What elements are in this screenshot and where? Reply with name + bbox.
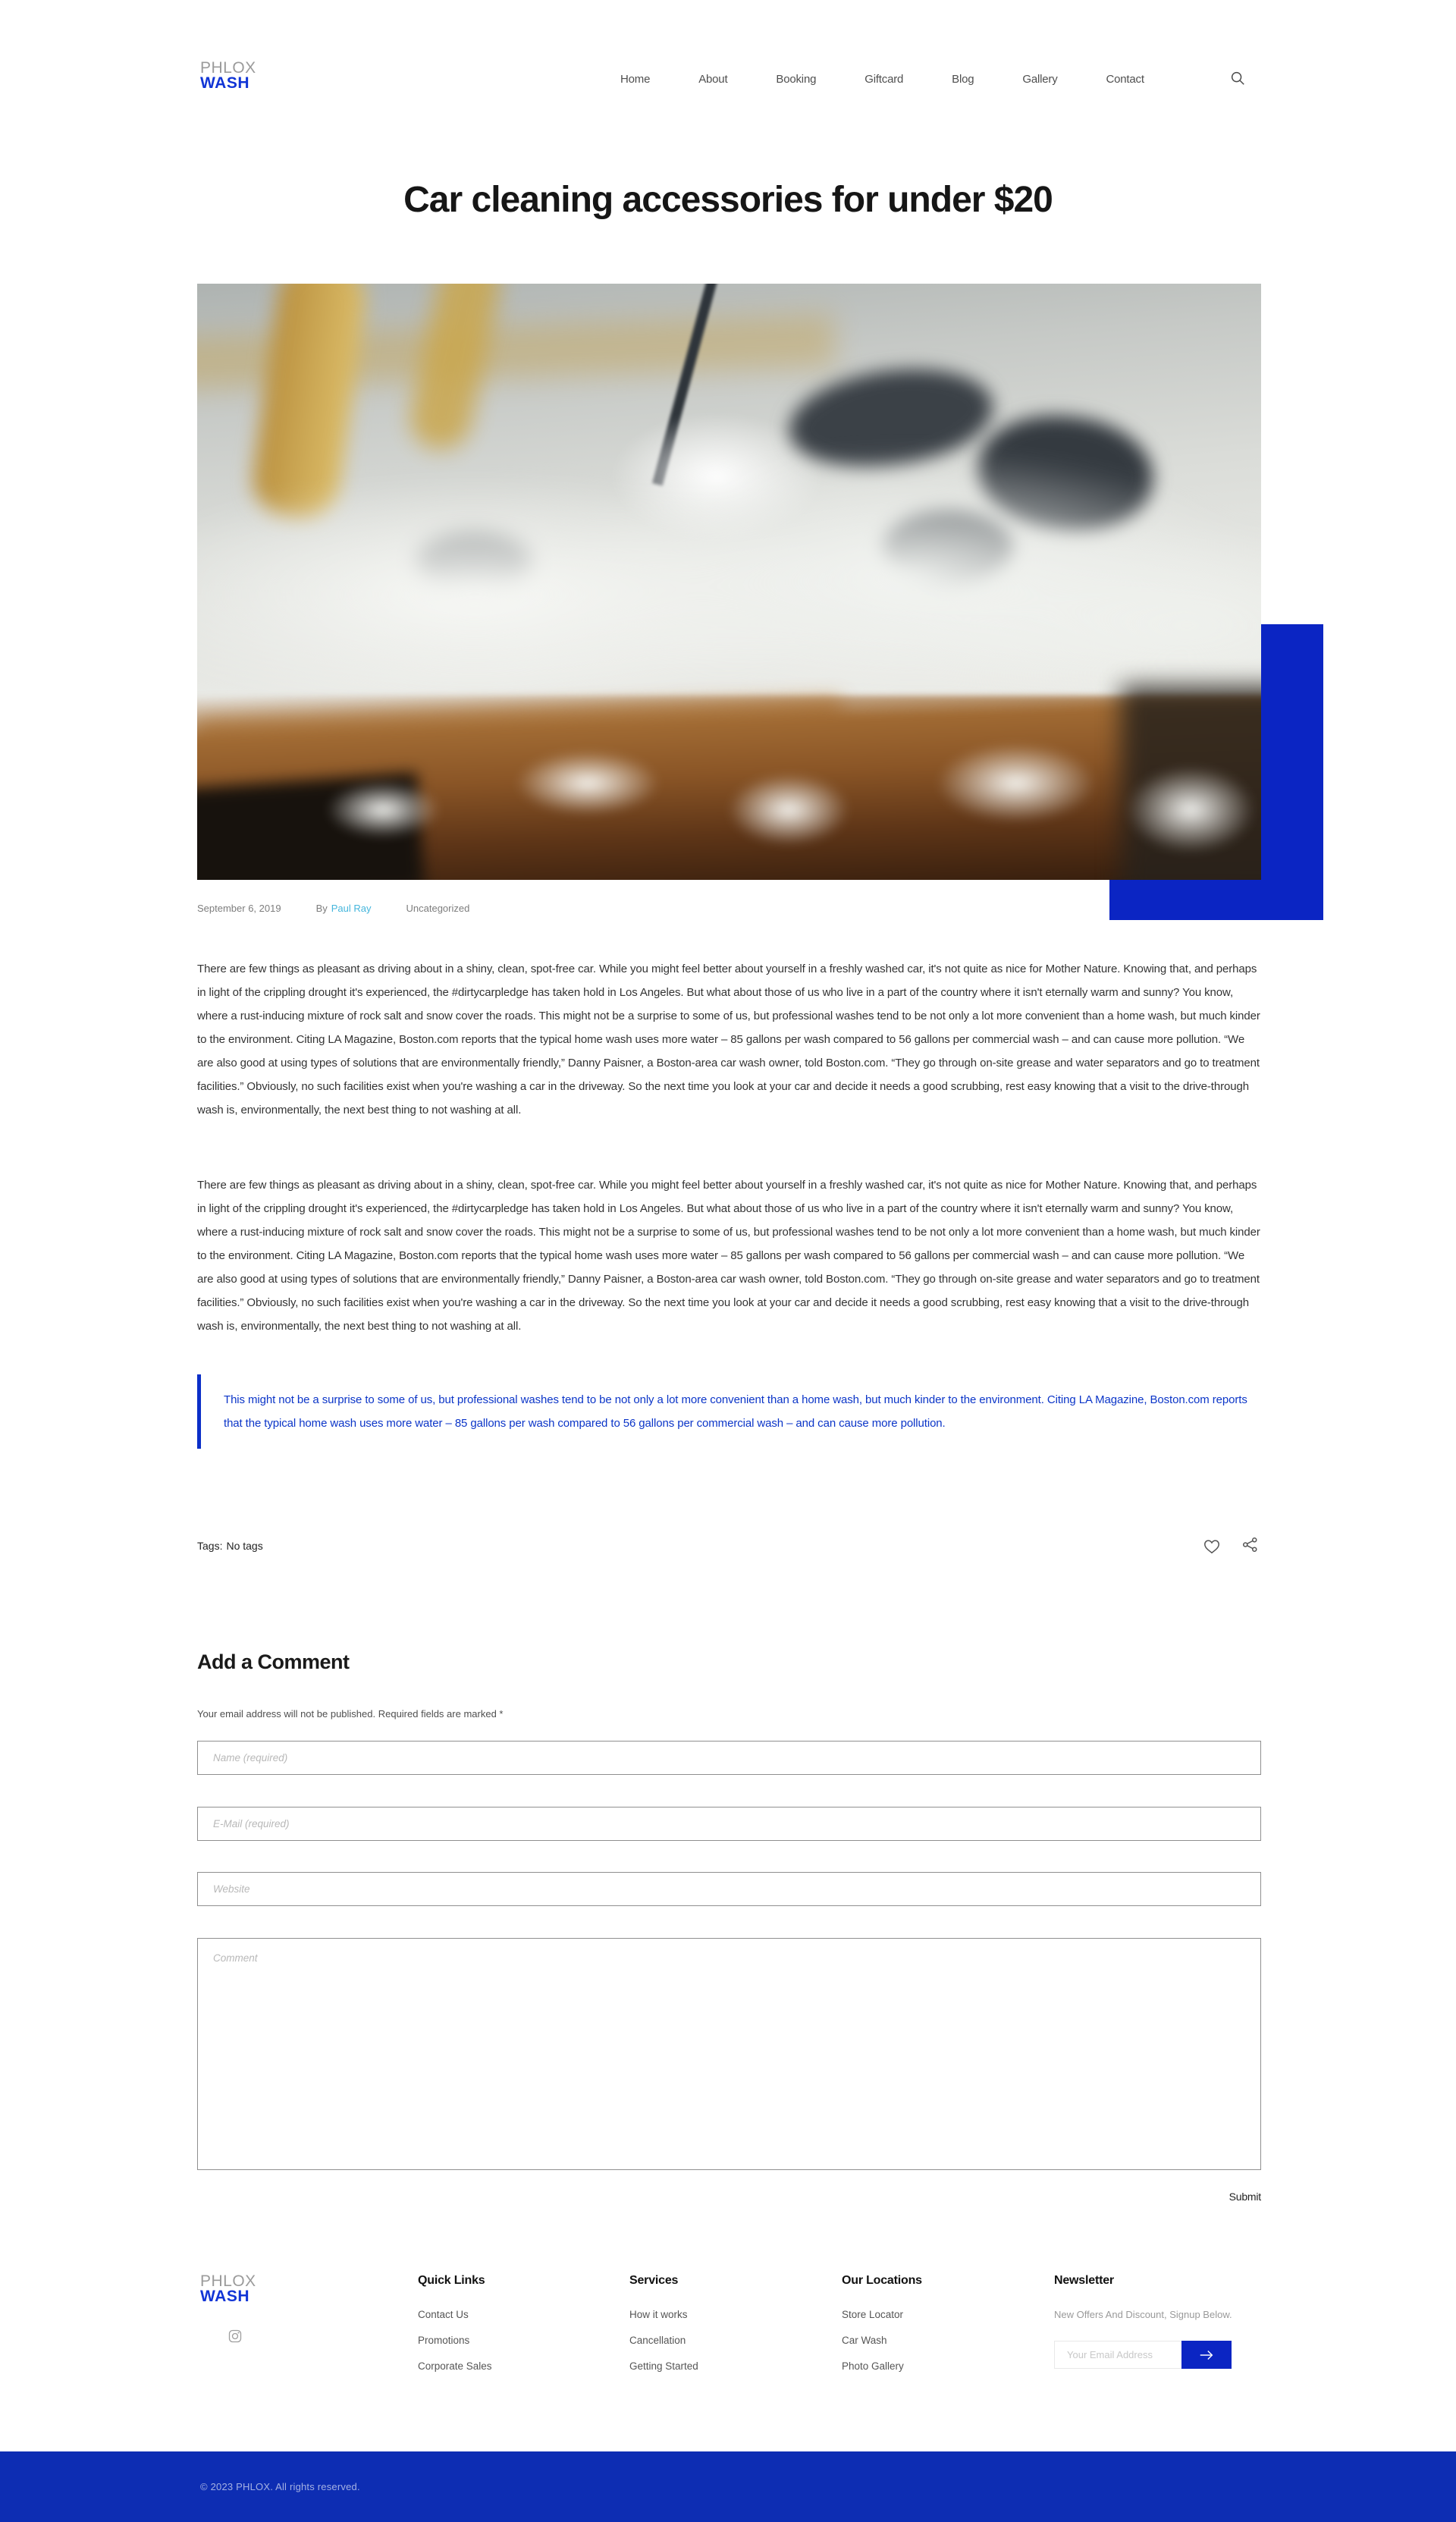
hero-photo-layer [1126,766,1255,853]
hero-photo-layer [937,743,1096,823]
post-tags [197,1540,263,1552]
comment-email-field[interactable] [197,1807,1261,1841]
footer-link-car-wash[interactable]: Car Wash [842,2335,887,2346]
heart-icon [1202,1536,1222,1556]
post-hero-image [197,284,1261,880]
hero-photo-layer [728,774,849,846]
footer-heading: Newsletter [1054,2274,1114,2287]
copyright-text: © 2023 PHLOX. All rights reserved. [200,2481,360,2492]
nav-gallery[interactable]: Gallery [1022,73,1058,86]
hero-photo-layer [326,781,440,838]
article-blockquote: This might not be a surprise to some of us, but professional washes tend to be not only a lot more convenient than a home wash, but much kinder to the environment. Citing LA Magazine, Boston.com reports that the typical home wash uses more water – 85 gallons per wash compared to 56 gallons per commercial wash – and can cause more pollution. [197,1374,1261,1449]
footer-column-services [629,2274,698,2372]
post-actions [1202,1536,1261,1556]
footer-link-how-it-works[interactable]: How it works [629,2309,688,2320]
copyright-bar [0,2451,1456,2522]
post-author-row [316,903,372,914]
comments-notice: Your email address will not be published. Required fields are marked * [197,1708,504,1720]
arrow-right-icon [1198,2347,1215,2363]
article-paragraph: There are few things as pleasant as driving about in a shiny, clean, spot-free car. While you might feel better about yourself in a freshly washed car, it's not quite as nice for Mother Nature. Knowing that, and perhaps in light of the crippling drought it's experienced, the #dirtycarpledge has taken hold in Los Angeles. But what about those of us who live in a part of the country where it isn't eternally warm and sunny? You know, where a rust-inducing mixture of rock salt and snow cover the roads. This might not be a surprise to some of us, but professional washes tend to be not only a lot more convenient than a home wash, but much kinder to the environment. Citing LA Magazine, Boston.com reports that the typical home wash uses more water – 85 gallons per wash compared to 56 gallons per commercial wash – and can cause more pollution. “We are also good at using types of solutions that are environmentally friendly,” Danny Paisner, a Boston-area car wash owner, told Boston.com. “They go through on-site grease and water separators and go to treatment facilities.” Obviously, no such facilities exist when you're washing a car in the driveway. So the next time you look at your car and decide it needs a good scrubbing, rest easy knowing that a visit to the drive-through wash is, environmentally, the next best thing to not washing at all. [197,1179,1260,1333]
post-date: September 6, 2019 [197,903,281,914]
footer-heading: Services [629,2274,679,2287]
comment-website-field[interactable] [197,1872,1261,1906]
article-paragraph: There are few things as pleasant as driving about in a shiny, clean, spot-free car. While you might feel better about yourself in a freshly washed car, it's not quite as nice for Mother Nature. Knowing that, and perhaps in light of the crippling drought it's experienced, the #dirtycarpledge has taken hold in Los Angeles. But what about those of us who live in a part of the country where it isn't eternally warm and sunny? You know, where a rust-inducing mixture of rock salt and snow cover the roads. This might not be a surprise to some of us, but professional washes tend to be not only a lot more convenient than a home wash, but much kinder to the environment. Citing LA Magazine, Boston.com reports that the typical home wash uses more water – 85 gallons per wash compared to 56 gallons per commercial wash – and can cause more pollution. “We are also good at using types of solutions that are environmentally friendly,” Danny Paisner, a Boston-area car wash owner, told Boston.com. “They go through on-site grease and water separators and go to treatment facilities.” Obviously, no such facilities exist when you're washing a car in the driveway. So the next time you look at your car and decide it needs a good scrubbing, rest easy knowing that a visit to the drive-through wash is, environmentally, the next best thing to not washing at all. [197,963,1260,1117]
page-title: Car cleaning accessories for under $20 [403,180,1053,220]
footer-heading: Our Locations [842,2274,922,2287]
footer-link-photo-gallery[interactable]: Photo Gallery [842,2360,904,2372]
newsletter-form [1054,2341,1232,2369]
footer-column-newsletter [1054,2274,1232,2323]
search-icon[interactable] [1229,70,1246,86]
author-link[interactable]: Paul Ray [331,903,372,914]
post-meta [197,903,469,914]
tags-row [197,1526,1261,1566]
nav-booking[interactable]: Booking [776,73,817,86]
comments-heading: Add a Comment [197,1650,350,1673]
newsletter-submit-button[interactable] [1181,2341,1232,2369]
nav-contact[interactable]: Contact [1106,73,1144,86]
share-button[interactable] [1241,1536,1261,1556]
footer-heading: Quick Links [418,2274,485,2287]
tags-value: No tags [226,1540,263,1552]
logo-line-1: PHLOX [200,59,256,77]
footer-column-locations [842,2274,922,2372]
footer-link-store-locator[interactable]: Store Locator [842,2309,904,2320]
footer-link-corporate-sales[interactable]: Corporate Sales [418,2360,492,2372]
footer-logo-line-1: PHLOX [200,2272,256,2290]
newsletter-text: New Offers And Discount, Signup Below. [1054,2309,1232,2320]
main-nav [620,73,1144,86]
footer-link-promotions[interactable]: Promotions [418,2335,470,2346]
nav-giftcard[interactable]: Giftcard [864,73,904,86]
site-logo[interactable] [200,61,256,91]
footer-logo-line-2: WASH [200,2288,249,2305]
nav-about[interactable]: About [698,73,728,86]
footer-link-getting-started[interactable]: Getting Started [629,2360,698,2372]
instagram-icon[interactable] [228,2329,243,2344]
footer-logo[interactable] [200,2274,256,2304]
footer-link-contact-us[interactable]: Contact Us [418,2309,469,2320]
tags-label: Tags: [197,1540,223,1552]
nav-blog[interactable]: Blog [952,73,974,86]
logo-line-2: WASH [200,74,249,92]
share-icon [1241,1536,1261,1553]
post-category[interactable]: Uncategorized [406,903,470,914]
footer-column-quick-links [418,2274,492,2372]
comment-message-field[interactable] [197,1938,1261,2170]
newsletter-email-input[interactable] [1054,2341,1181,2369]
footer-link-cancellation[interactable]: Cancellation [629,2335,686,2346]
nav-home[interactable]: Home [620,73,651,86]
submit-comment-button[interactable]: Submit [1228,2191,1261,2203]
hero-photo-layer [516,751,660,815]
like-button[interactable] [1202,1536,1222,1556]
by-label: By [315,903,328,914]
comment-name-field[interactable] [197,1741,1261,1775]
